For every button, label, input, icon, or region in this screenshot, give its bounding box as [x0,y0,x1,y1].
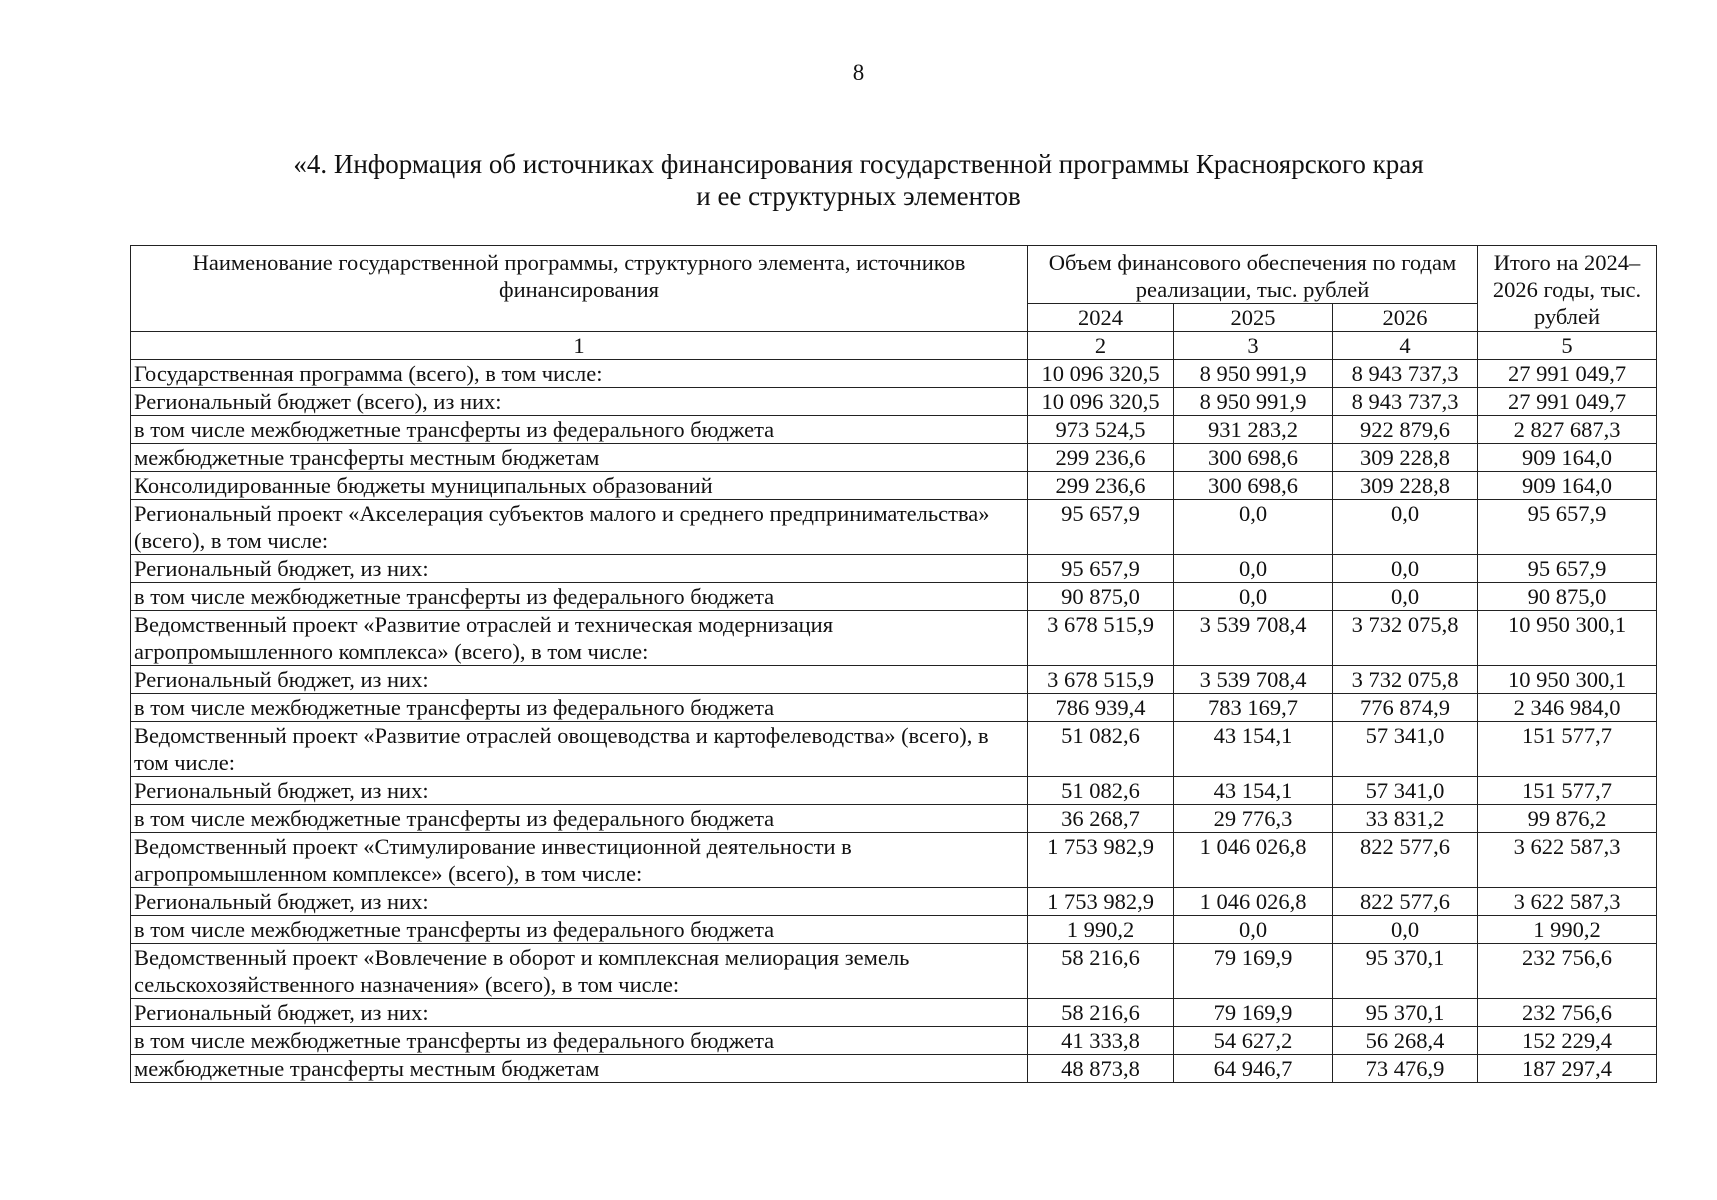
document-title-line-2: и ее структурных элементов [696,181,1021,211]
table-row [131,555,1657,583]
value-2025-cell: 43 154,1 [1174,722,1333,777]
total-cell: 27 991 049,7 [1478,388,1657,416]
total-cell: 90 875,0 [1478,583,1657,611]
total-cell: 95 657,9 [1478,500,1657,555]
value-2024-cell: 1 990,2 [1028,916,1174,944]
row-name-cell: Ведомственный проект «Вовлечение в оборот и комплексная мелиорация земель сельскохозяйственного назначения» (всего), в том числе: [131,944,1028,999]
total-cell: 152 229,4 [1478,1027,1657,1055]
row-name-cell: в том числе межбюджетные трансферты из федерального бюджета [131,694,1028,722]
value-2024-cell: 41 333,8 [1028,1027,1174,1055]
value-2025-cell: 300 698,6 [1174,444,1333,472]
value-2025-cell: 8 950 991,9 [1174,388,1333,416]
value-2025-cell: 1 046 026,8 [1174,888,1333,916]
value-2026-cell: 822 577,6 [1333,833,1478,888]
table-row [131,999,1657,1027]
value-2024-cell: 51 082,6 [1028,777,1174,805]
row-name-cell: Региональный бюджет, из них: [131,777,1028,805]
row-name-cell: в том числе межбюджетные трансферты из федерального бюджета [131,1027,1028,1055]
value-2024-cell: 48 873,8 [1028,1055,1174,1083]
value-2025-cell: 54 627,2 [1174,1027,1333,1055]
header-total-column: Итого на 2024–2026 годы, тыс. рублей [1478,246,1657,332]
row-name-cell: Региональный бюджет, из них: [131,888,1028,916]
value-2024-cell: 786 939,4 [1028,694,1174,722]
row-name-cell: межбюджетные трансферты местным бюджетам [131,1055,1028,1083]
table-row [131,611,1657,666]
column-number: 5 [1478,332,1657,360]
financing-table [130,245,1657,1083]
value-2024-cell: 973 524,5 [1028,416,1174,444]
header-year-2026: 2026 [1333,304,1478,332]
value-2026-cell: 95 370,1 [1333,999,1478,1027]
total-cell: 2 346 984,0 [1478,694,1657,722]
value-2024-cell: 10 096 320,5 [1028,360,1174,388]
value-2025-cell: 783 169,7 [1174,694,1333,722]
header-column-numbers-row [131,332,1657,360]
column-number: 3 [1174,332,1333,360]
table-row [131,666,1657,694]
value-2026-cell: 3 732 075,8 [1333,611,1478,666]
column-number: 4 [1333,332,1478,360]
value-2025-cell: 64 946,7 [1174,1055,1333,1083]
value-2025-cell: 3 539 708,4 [1174,666,1333,694]
table-row [131,500,1657,555]
value-2024-cell: 299 236,6 [1028,444,1174,472]
total-cell: 187 297,4 [1478,1055,1657,1083]
table-row [131,888,1657,916]
value-2026-cell: 3 732 075,8 [1333,666,1478,694]
value-2026-cell: 776 874,9 [1333,694,1478,722]
row-name-cell: Региональный бюджет, из них: [131,999,1028,1027]
value-2025-cell: 0,0 [1174,916,1333,944]
row-name-cell: Государственная программа (всего), в том числе: [131,360,1028,388]
value-2026-cell: 57 341,0 [1333,777,1478,805]
table-row [131,916,1657,944]
total-cell: 909 164,0 [1478,444,1657,472]
row-name-cell: в том числе межбюджетные трансферты из федерального бюджета [131,583,1028,611]
total-cell: 2 827 687,3 [1478,416,1657,444]
value-2024-cell: 299 236,6 [1028,472,1174,500]
value-2025-cell: 43 154,1 [1174,777,1333,805]
value-2024-cell: 10 096 320,5 [1028,388,1174,416]
total-cell: 27 991 049,7 [1478,360,1657,388]
table-row [131,833,1657,888]
value-2025-cell: 8 950 991,9 [1174,360,1333,388]
value-2026-cell: 309 228,8 [1333,444,1478,472]
header-year-2024: 2024 [1028,304,1174,332]
value-2026-cell: 8 943 737,3 [1333,360,1478,388]
header-year-2025: 2025 [1174,304,1333,332]
document-title-line-1: «4. Информация об источниках финансирования государственной программы Красноярского края [293,149,1424,179]
total-cell: 10 950 300,1 [1478,611,1657,666]
value-2026-cell: 33 831,2 [1333,805,1478,833]
total-cell: 3 622 587,3 [1478,833,1657,888]
table-row [131,777,1657,805]
value-2025-cell: 29 776,3 [1174,805,1333,833]
total-cell: 232 756,6 [1478,944,1657,999]
value-2025-cell: 79 169,9 [1174,944,1333,999]
total-cell: 151 577,7 [1478,777,1657,805]
row-name-cell: в том числе межбюджетные трансферты из федерального бюджета [131,916,1028,944]
document-title [0,148,1717,212]
value-2026-cell: 57 341,0 [1333,722,1478,777]
value-2025-cell: 0,0 [1174,583,1333,611]
value-2024-cell: 95 657,9 [1028,555,1174,583]
total-cell: 909 164,0 [1478,472,1657,500]
row-name-cell: Консолидированные бюджеты муниципальных образований [131,472,1028,500]
value-2024-cell: 3 678 515,9 [1028,666,1174,694]
table-row [131,694,1657,722]
row-name-cell: межбюджетные трансферты местным бюджетам [131,444,1028,472]
column-number: 2 [1028,332,1174,360]
total-cell: 99 876,2 [1478,805,1657,833]
value-2026-cell: 0,0 [1333,555,1478,583]
table-row [131,1055,1657,1083]
value-2025-cell: 1 046 026,8 [1174,833,1333,888]
row-name-cell: Ведомственный проект «Развитие отраслей овощеводства и картофелеводства» (всего), в том числе: [131,722,1028,777]
total-cell: 151 577,7 [1478,722,1657,777]
table-row [131,416,1657,444]
row-name-cell: Региональный бюджет, из них: [131,555,1028,583]
value-2026-cell: 8 943 737,3 [1333,388,1478,416]
row-name-cell: Региональный бюджет (всего), из них: [131,388,1028,416]
value-2024-cell: 36 268,7 [1028,805,1174,833]
table-row [131,472,1657,500]
row-name-cell: Региональный бюджет, из них: [131,666,1028,694]
table-row [131,444,1657,472]
value-2026-cell: 0,0 [1333,583,1478,611]
value-2025-cell: 0,0 [1174,500,1333,555]
row-name-cell: Региональный проект «Акселерация субъектов малого и среднего предпринимательства» (всего), в том числе: [131,500,1028,555]
table-header [131,246,1657,360]
total-cell: 232 756,6 [1478,999,1657,1027]
value-2025-cell: 931 283,2 [1174,416,1333,444]
value-2024-cell: 1 753 982,9 [1028,888,1174,916]
header-name-column: Наименование государственной программы, структурного элемента, источников финансирования [131,246,1028,332]
row-name-cell: в том числе межбюджетные трансферты из федерального бюджета [131,416,1028,444]
value-2026-cell: 56 268,4 [1333,1027,1478,1055]
value-2024-cell: 51 082,6 [1028,722,1174,777]
value-2024-cell: 1 753 982,9 [1028,833,1174,888]
value-2026-cell: 0,0 [1333,916,1478,944]
value-2025-cell: 0,0 [1174,555,1333,583]
row-name-cell: Ведомственный проект «Развитие отраслей и техническая модернизация агропромышленного комплекса» (всего), в том числе: [131,611,1028,666]
value-2024-cell: 3 678 515,9 [1028,611,1174,666]
value-2026-cell: 0,0 [1333,500,1478,555]
table-row [131,583,1657,611]
value-2025-cell: 300 698,6 [1174,472,1333,500]
value-2026-cell: 95 370,1 [1333,944,1478,999]
value-2026-cell: 822 577,6 [1333,888,1478,916]
total-cell: 10 950 300,1 [1478,666,1657,694]
table-row [131,944,1657,999]
value-2024-cell: 58 216,6 [1028,944,1174,999]
header-volume-column: Объем финансового обеспечения по годам реализации, тыс. рублей [1028,246,1478,304]
total-cell: 3 622 587,3 [1478,888,1657,916]
value-2024-cell: 90 875,0 [1028,583,1174,611]
table-row [131,722,1657,777]
table-row [131,805,1657,833]
table-row [131,360,1657,388]
table-row [131,1027,1657,1055]
value-2025-cell: 3 539 708,4 [1174,611,1333,666]
row-name-cell: в том числе межбюджетные трансферты из федерального бюджета [131,805,1028,833]
total-cell: 1 990,2 [1478,916,1657,944]
column-number: 1 [131,332,1028,360]
value-2024-cell: 95 657,9 [1028,500,1174,555]
table-body [131,360,1657,1083]
value-2026-cell: 309 228,8 [1333,472,1478,500]
page-number: 8 [852,60,865,85]
value-2024-cell: 58 216,6 [1028,999,1174,1027]
value-2026-cell: 73 476,9 [1333,1055,1478,1083]
row-name-cell: Ведомственный проект «Стимулирование инвестиционной деятельности в агропромышленном комплексе» (всего), в том числе: [131,833,1028,888]
total-cell: 95 657,9 [1478,555,1657,583]
value-2025-cell: 79 169,9 [1174,999,1333,1027]
header-row [131,246,1657,304]
value-2026-cell: 922 879,6 [1333,416,1478,444]
table-row [131,388,1657,416]
